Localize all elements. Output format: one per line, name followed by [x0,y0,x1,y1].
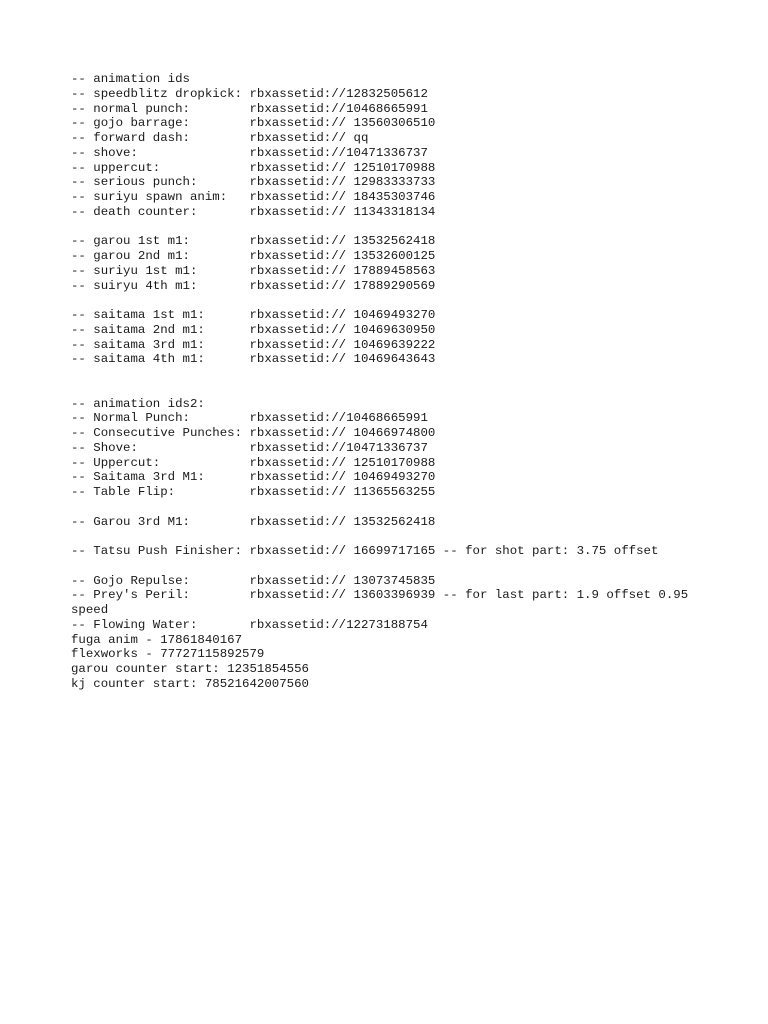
text-line: -- saitama 1st m1: rbxassetid:// 10469493270 [71,308,436,322]
blank-line [71,367,751,382]
text-line: -- speedblitz dropkick: rbxassetid://12832505612 [71,86,428,101]
text-line: -- Table Flip: rbxassetid:// 11365563255 [71,485,436,499]
text-line: -- gojo barrage: rbxassetid:// 13560306510 [71,116,436,131]
text-line: -- saitama 3rd m1: rbxassetid:// 10469639222 [71,337,436,352]
text-line: -- suriyu spawn anim: rbxassetid:// 18435303746 [71,190,436,204]
text-line: fuga anim - 17861840167 [71,632,243,647]
text-line: kj counter start: 78521642007560 [71,676,309,691]
text-line: -- Gojo Repulse: rbxassetid:// 13073745835 [71,573,436,588]
blank-line [71,500,751,515]
blank-line [71,293,751,308]
text-line: -- Shove: rbxassetid://10471336737 [71,440,428,455]
text-line: -- garou 2nd m1: rbxassetid:// 13532600125 [71,249,436,263]
text-line: -- shove: rbxassetid://10471336737 [71,145,428,160]
text-line: -- animation ids2: [71,396,205,411]
blank-line [71,382,751,397]
text-line: garou counter start: 12351854556 [71,662,309,676]
text-line: -- animation ids [71,72,190,86]
text-line: -- Saitama 3rd M1: rbxassetid:// 10469493270 [71,470,436,485]
text-line: -- Tatsu Push Finisher: rbxassetid:// 16699717165 -- for shot part: 3.75 offset [71,544,659,558]
text-line: -- saitama 2nd m1: rbxassetid:// 10469630950 [71,322,436,337]
text-line: -- death counter: rbxassetid:// 11343318134 [71,204,436,219]
document-body [71,72,751,692]
text-line: -- uppercut: rbxassetid:// 12510170988 [71,160,436,175]
text-line: -- garou 1st m1: rbxassetid:// 13532562418 [71,234,436,249]
text-line: -- Prey's Peril: rbxassetid:// 13603396939 -- for last part: 1.9 offset 0.95 [71,588,689,603]
text-line: speed [71,603,109,617]
blank-line [71,220,751,235]
text-line: -- Normal Punch: rbxassetid://10468665991 [71,411,428,426]
text-line: -- suriyu 1st m1: rbxassetid:// 17889458563 [71,263,436,278]
text-line: -- suiryu 4th m1: rbxassetid:// 17889290569 [71,278,436,293]
text-line: -- forward dash: rbxassetid:// qq [71,131,369,145]
text-line: -- serious punch: rbxassetid:// 12983333733 [71,175,436,190]
blank-line [71,529,751,544]
text-line: -- Consecutive Punches: rbxassetid:// 10466974800 [71,426,436,440]
text-line: -- Uppercut: rbxassetid:// 12510170988 [71,455,436,470]
text-line: -- Flowing Water: rbxassetid://12273188754 [71,617,428,632]
text-line: -- Garou 3rd M1: rbxassetid:// 13532562418 [71,514,436,529]
text-line: flexworks - 77727115892579 [71,647,265,662]
text-line: -- saitama 4th m1: rbxassetid:// 10469643643 [71,352,436,367]
blank-line [71,559,751,574]
text-line: -- normal punch: rbxassetid://10468665991 [71,101,428,116]
